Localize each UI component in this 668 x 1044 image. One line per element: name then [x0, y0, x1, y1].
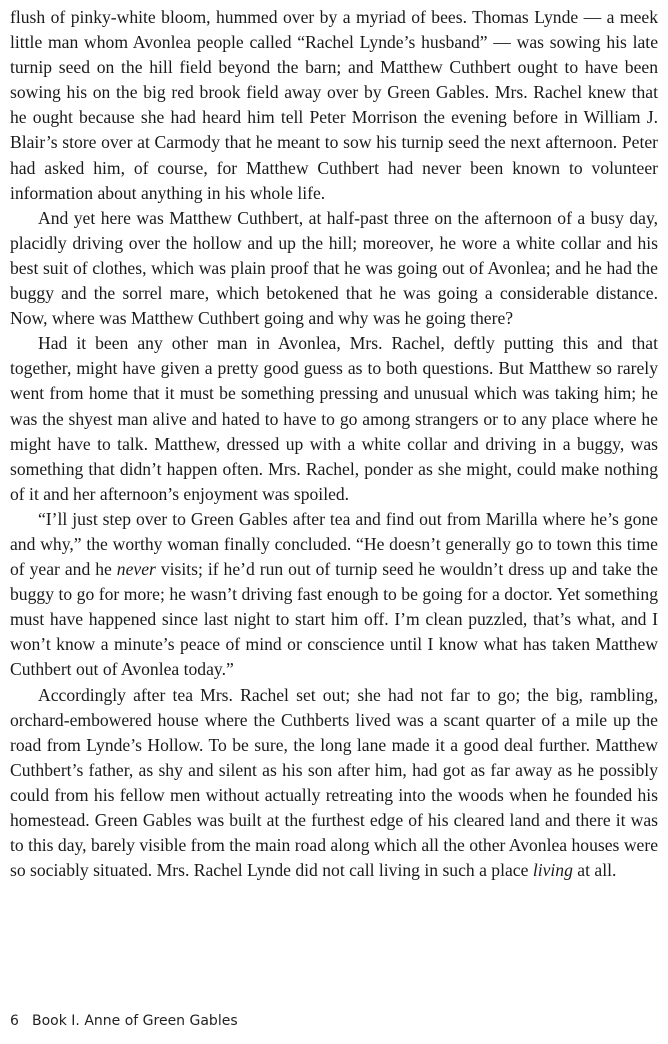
paragraph	[10, 331, 658, 507]
paragraph-text: And yet here was Matthew Cuthbert, at half-past three on the afternoon of a busy day, placidly driving over the hollow and up the hill; moreover, he wore a white collar and his best suit of clothes, which was plain proof that he was going out of Avonlea; and he had the buggy and the sorrel mare, which betokened that he was going a considerable distance. Now, where was Matthew Cuthbert going and why was he going there?	[10, 207, 658, 329]
paragraph	[10, 683, 658, 884]
page-number: 6	[10, 1013, 19, 1029]
paragraph-text: at all.	[572, 860, 617, 881]
paragraph-text: “I’ll just step over to Green Gables after tea and find out from Marilla where he’s gone and why,” the worthy woman finally concluded. “He doesn’t generally go to town this time of year and he	[10, 508, 658, 580]
paragraph	[10, 507, 658, 683]
body-text	[10, 5, 658, 883]
running-title: Book I. Anne of Green Gables	[32, 1013, 238, 1029]
paragraph	[10, 206, 658, 331]
paragraph-text: visits; if he’d run out of turnip seed he wouldn’t dress up and take the buggy to go for more; he wasn’t driving fast enough to be going for a doctor. Yet something must have happened since last night to start him off. I’m clean puzzled, that’s what, and I won’t know a minute’s peace of mind or conscience until I know what has taken Matthew Cuthbert out of Avonlea today.”	[10, 559, 658, 680]
emphasis-text: living	[532, 860, 573, 881]
paragraph-text: flush of pinky-white bloom, hummed over by a myriad of bees. Thomas Lynde — a meek little man whom Avonlea people called “Rachel Lynde’s husband” — was sowing his late turnip seed on the hill field beyond the barn; and Matthew Cuthbert ought to have been sowing his on the big red brook field away over by Green Gables. Mrs. Rachel knew that he ought because she had heard him tell Peter Morrison the evening before in William J. Blair’s store over at Carmody that he meant to sow his turnip seed the next afternoon. Peter had asked him, of course, for Matthew Cuthbert had never been known to volunteer information about anything in his whole life.	[10, 7, 658, 203]
paragraph-text: Had it been any other man in Avonlea, Mrs. Rachel, deftly putting this and that together, might have given a pretty good guess as to both questions. But Matthew so rarely went from home that it must be something pressing and unusual which was taking him; he was the shyest man alive and hated to have to go among strangers or to any place where he might have to talk. Matthew, dressed up with a white collar and driving in a buggy, was something that didn’t happen often. Mrs. Rachel, ponder as she might, could make nothing of it and her afternoon’s enjoyment was spoiled.	[10, 333, 658, 504]
emphasis-text: never	[116, 559, 156, 580]
page-footer	[10, 1013, 238, 1029]
paragraph	[10, 5, 658, 206]
paragraph-text: Accordingly after tea Mrs. Rachel set out; she had not far to go; the big, rambling, orchard-embowered house where the Cuthberts lived was a scant quarter of a mile up the road from Lynde’s Hollow. To be sure, the long lane made it a good deal further. Matthew Cuthbert’s father, as shy and silent as his son after him, had got as far away as he possibly could from his fellow men without actually retreating into the woods when he founded his homestead. Green Gables was built at the furthest edge of his cleared land and there it was to this day, barely visible from the main road along which all the other Avonlea houses were so sociably situated. Mrs. Rachel Lynde did not call living in such a place	[10, 684, 658, 881]
